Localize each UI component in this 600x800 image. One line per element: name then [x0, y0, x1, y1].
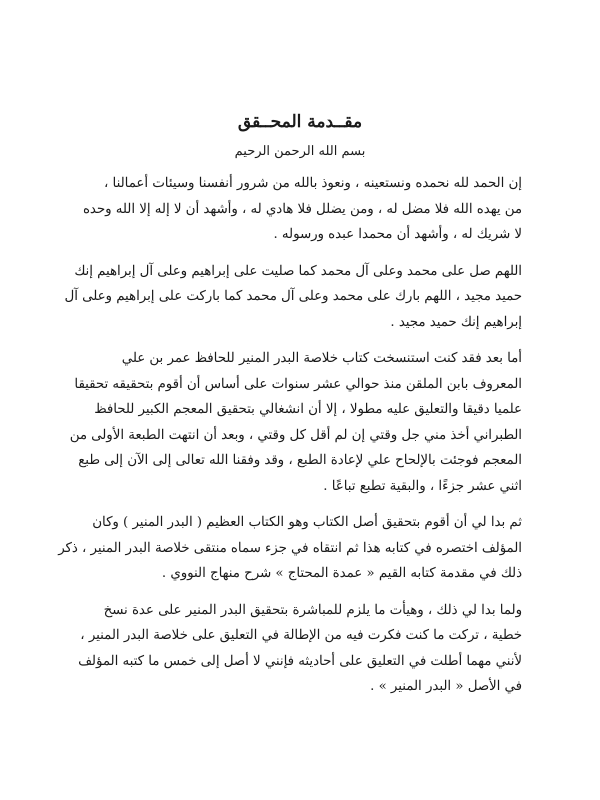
text-line: علميا دقيقا والتعليق عليه مطولا ، إلا أن انشغالي بتحقيق المعجم الكبير للحافظ	[94, 402, 522, 417]
paragraph-4	[58, 510, 522, 587]
paragraph-3	[69, 346, 522, 499]
text-line: حميد مجيد ، اللهم بارك على محمد وعلى آل محمد كما باركت على إبراهيم وعلى آل	[64, 289, 522, 304]
paragraph-5	[78, 598, 522, 700]
text-line: اثني عشر جزءًا ، والبقية تطبع تباعًا .	[323, 478, 522, 494]
text-line: لا شريك له ، وأشهد أن محمدا عبده ورسوله .	[273, 227, 522, 242]
paragraph-1	[78, 171, 522, 248]
text-line: المعروف بابن الملقن منذ حوالي عشر سنوات على أساس أن أقوم بتحقيقه تحقيقا	[74, 376, 522, 392]
text-line: لأنني مهما أطلت في التعليق على أحاديثه فإنني لا أصل إلى خمس ما كتبه المؤلف	[78, 653, 522, 669]
text-line: خطية ، تركت ما كنت فكرت فيه من الإطالة في التعليق على خلاصة البدر المنير ،	[80, 628, 522, 643]
text-line: إن الحمد لله نحمده ونستعينه ، ونعوذ بالله من شرور أنفسنا وسيئات أعمالنا ،	[104, 176, 522, 191]
text-line: من يهده الله فلا مضل له ، ومن يضلل فلا هادي له ، وأشهد أن لا إله إلا الله وحده	[82, 201, 522, 217]
text-line: في الأصل « البدر المنير » .	[370, 679, 522, 694]
text-line: الطبراني أخذ مني جل وقتي إن لم أقل كل وقتي ، وبعد أن انتهت الطبعة الأولى من	[69, 427, 522, 443]
text-line: اللهم صل على محمد وعلى آل محمد كما صليت على إبراهيم وعلى آل إبراهيم إنك	[74, 263, 522, 279]
text-line: أما بعد فقد كنت استنسخت كتاب خلاصة البدر المنير للحافظ عمر بن علي	[121, 351, 522, 366]
text-line: ذلك في مقدمة كتابه القيم « عمدة المحتاج » شرح منهاج النووي .	[161, 566, 522, 581]
text-line: المعجم فوجئت بالإلحاح علي لإعادة الطبع ، وقد وفقنا الله تعالى إلى الآن إلى طبع	[78, 453, 522, 468]
text-line: المؤلف اختصره في كتابه هذا ثم انتقاه في جزء سماه منتقى خلاصة البدر المنير ، ذكر	[58, 540, 522, 556]
page-title: مقــدمة المحــقق	[237, 112, 363, 132]
basmala: بسم الله الرحمن الرحيم	[234, 144, 366, 159]
text-line: إبراهيم إنك حميد مجيد .	[390, 314, 522, 330]
text-line: ثم بدا لي أن أقوم بتحقيق أصل الكتاب وهو الكتاب العظيم ( البدر المنير ) وكان	[92, 515, 522, 530]
text-line: ولما بدا لي ذلك ، وهيأت ما يلزم للمباشرة بتحقيق البدر المنير على عدة نسخ	[103, 602, 522, 618]
paragraph-2	[64, 259, 522, 336]
